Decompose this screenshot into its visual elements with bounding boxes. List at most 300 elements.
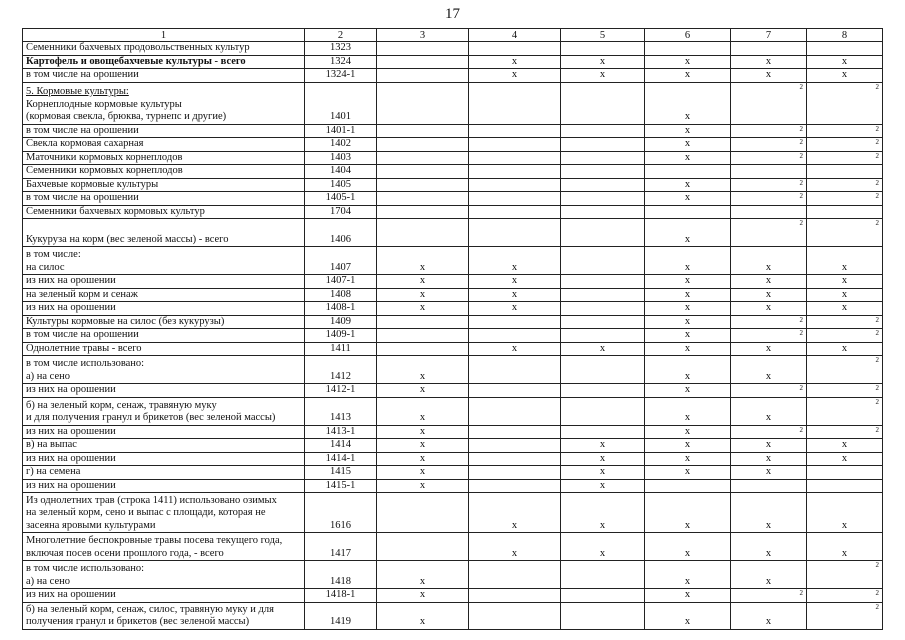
footnote-mark: 2 [875,425,879,434]
row-label-line: г) на семена [26,466,81,477]
data-cell [561,589,645,603]
footnote-mark: 2 [875,356,879,364]
row-label-line: в) на выпас [26,439,77,450]
footnote-mark: 2 [875,589,879,597]
row-label [23,288,305,302]
row-label-line: Из однолетних трав (строка 1411) использовано озимых [26,494,277,506]
cell-mark: x [684,589,691,600]
data-cell [645,561,731,589]
data-cell [561,219,645,247]
cell-mark: x [511,69,518,80]
data-cell [377,602,469,629]
data-cell [561,329,645,343]
data-cell [731,42,807,56]
row-code: 1324-1 [305,69,377,83]
cell-mark: x [684,412,691,423]
row-label-line: Кукуруза на корм (вес зеленой массы) - всего [26,233,229,245]
data-cell [469,205,561,219]
row-label [23,55,305,69]
cell-mark: x [419,466,426,477]
data-cell [561,165,645,179]
data-cell [807,178,883,192]
cell-mark: x [765,466,772,477]
data-cell [377,479,469,493]
data-cell [807,192,883,206]
row-label-line: из них на орошении [26,302,116,313]
row-label [23,356,305,384]
data-cell [731,288,807,302]
cell-mark: x [684,452,691,464]
data-cell [469,69,561,83]
footnote-mark: 2 [799,219,803,227]
data-cell [469,533,561,561]
cell-mark: x [765,370,772,382]
data-cell [469,479,561,493]
data-cell [807,247,883,275]
data-cell [377,69,469,83]
data-cell [469,493,561,533]
column-header: 5 [561,29,645,42]
data-cell [469,589,561,603]
cell-mark: x [765,261,772,273]
data-cell [807,356,883,384]
cell-mark: x [419,302,426,313]
row-label [23,165,305,179]
data-cell [377,384,469,398]
data-cell [561,479,645,493]
row-code: 1413 [305,397,377,425]
cell-mark: x [765,69,772,80]
data-cell [469,55,561,69]
data-cell [469,192,561,206]
row-label-line: Семенники кормовых корнеплодов [26,165,183,176]
data-cell [807,439,883,453]
footnote-mark: 2 [875,602,879,611]
cell-mark: x [511,302,518,313]
row-label [23,561,305,589]
data-cell [807,124,883,138]
data-cell [645,205,731,219]
table-row [23,342,883,356]
cell-mark: x [841,452,848,464]
data-cell [645,55,731,69]
data-cell [377,493,469,533]
cell-mark: x [419,412,426,423]
data-cell [807,42,883,56]
table-row [23,425,883,439]
row-label [23,479,305,493]
row-code: 1401-1 [305,124,377,138]
data-cell [645,329,731,343]
cell-mark: x [684,616,691,627]
data-cell [807,288,883,302]
row-label [23,124,305,138]
row-code: 1323 [305,42,377,56]
cell-mark: x [684,547,691,559]
row-label-line: в том числе на орошении [26,329,139,340]
row-label-line: в том числе использовано: [26,358,145,369]
data-cell [731,302,807,316]
row-label-line: и для получения гранул и брикетов (вес зеленой массы) [26,412,276,423]
row-label [23,302,305,316]
data-cell [807,493,883,533]
row-label [23,439,305,453]
data-cell [645,302,731,316]
data-cell [731,178,807,192]
row-code: 1405-1 [305,192,377,206]
cell-mark: x [684,178,691,190]
cell-mark: x [765,55,772,67]
data-cell [377,288,469,302]
row-label [23,452,305,466]
data-cell [807,533,883,561]
data-cell [807,384,883,398]
cell-mark: x [841,547,848,559]
cell-mark: x [765,275,772,286]
data-cell [645,275,731,289]
cell-mark: x [684,69,691,80]
data-cell [469,342,561,356]
cell-mark: x [765,616,772,627]
row-code: 1408 [305,288,377,302]
data-cell [731,561,807,589]
row-label [23,82,305,124]
footnote-mark: 2 [875,82,879,91]
data-cell [469,219,561,247]
data-cell [561,425,645,439]
row-label [23,425,305,439]
data-cell [645,247,731,275]
data-cell [377,589,469,603]
data-cell [561,42,645,56]
footnote-mark: 2 [799,315,803,324]
data-cell [561,356,645,384]
table-row [23,602,883,629]
row-label [23,493,305,533]
data-cell [377,452,469,466]
row-label-line: Картофель и овощебахчевые культуры - всего [26,55,246,67]
data-cell [377,275,469,289]
row-label-line: из них на орошении [26,275,116,286]
data-cell [731,138,807,152]
table-row [23,42,883,56]
data-cell [807,329,883,343]
row-code: 1401 [305,82,377,124]
row-label-line: на зеленый корм и сенаж [26,288,138,300]
data-cell [807,479,883,493]
data-cell [377,205,469,219]
row-label [23,205,305,219]
row-label-line: Однолетние травы - всего [26,342,142,354]
row-label-line: Культуры кормовые на силос (без кукурузы) [26,315,225,327]
data-cell [807,315,883,329]
row-label-line: из них на орошении [26,425,116,437]
row-label-line: Маточники кормовых корнеплодов [26,151,183,163]
data-cell [645,124,731,138]
data-cell [469,329,561,343]
data-cell [469,165,561,179]
data-cell [807,219,883,247]
cell-mark: x [765,342,772,354]
row-code: 1415 [305,466,377,480]
row-label [23,192,305,206]
data-cell [377,55,469,69]
data-cell [645,315,731,329]
row-label-line: в том числе на орошении [26,192,139,203]
row-code: 1412 [305,356,377,384]
data-cell [807,452,883,466]
cell-mark: x [599,479,606,491]
data-cell [645,151,731,165]
column-header: 4 [469,29,561,42]
row-code: 1704 [305,205,377,219]
data-cell [377,329,469,343]
data-cell [645,493,731,533]
data-cell [561,533,645,561]
data-cell [807,466,883,480]
data-cell [807,302,883,316]
cell-mark: x [684,55,691,67]
cell-mark: x [511,275,518,286]
row-code: 1415-1 [305,479,377,493]
row-code: 1402 [305,138,377,152]
data-cell [645,42,731,56]
data-cell [645,533,731,561]
row-label-line: а) на сено [26,575,71,587]
data-cell [645,288,731,302]
data-cell [731,589,807,603]
data-cell [645,192,731,206]
footnote-mark: 2 [875,151,879,160]
data-cell [377,397,469,425]
cell-mark: x [765,302,772,313]
row-label [23,315,305,329]
data-cell [645,342,731,356]
cell-mark: x [419,261,426,273]
statistics-form-table [22,28,883,630]
cell-mark: x [511,547,518,559]
footnote-mark: 2 [799,425,803,434]
cell-mark: x [684,370,691,382]
cell-mark: x [684,151,691,163]
footnote-mark: 2 [799,384,803,392]
data-cell [561,302,645,316]
row-label [23,466,305,480]
row-code: 1407 [305,247,377,275]
table-row [23,69,883,83]
footnote-mark: 2 [799,82,803,91]
footnote-mark: 2 [799,329,803,337]
footnote-mark: 2 [875,561,879,569]
table-row [23,356,883,384]
cell-mark: x [419,425,426,437]
data-cell [469,302,561,316]
data-cell [731,165,807,179]
data-cell [645,425,731,439]
data-cell [807,561,883,589]
data-cell [469,124,561,138]
cell-mark: x [684,315,691,327]
data-cell [645,439,731,453]
footnote-mark: 2 [875,124,879,133]
row-label [23,342,305,356]
row-label [23,151,305,165]
cell-mark: x [841,288,848,300]
row-label-line: из них на орошении [26,452,116,464]
data-cell [377,124,469,138]
row-label [23,384,305,398]
data-cell [807,397,883,425]
row-label [23,602,305,629]
row-label-line: из них на орошении [26,479,116,491]
data-cell [731,452,807,466]
cell-mark: x [511,288,518,300]
cell-mark: x [765,452,772,464]
data-cell [731,493,807,533]
cell-mark: x [841,275,848,286]
footnote-mark: 2 [875,315,879,324]
row-code: 1412-1 [305,384,377,398]
cell-mark: x [599,439,606,450]
row-label [23,275,305,289]
table-row [23,493,883,533]
data-cell [561,288,645,302]
data-cell [645,589,731,603]
data-cell [645,397,731,425]
data-cell [561,82,645,124]
table-row [23,302,883,316]
data-cell [469,384,561,398]
cell-mark: x [684,124,691,136]
cell-mark: x [599,547,606,559]
row-label [23,533,305,561]
row-label-line: б) на зеленый корм, сенаж, силос, травяную муку и для [26,603,274,615]
data-cell [731,425,807,439]
row-label [23,178,305,192]
row-label-line: б) на зеленый корм, сенаж, травяную муку [26,399,217,411]
data-cell [561,561,645,589]
cell-mark: x [841,519,848,531]
data-cell [561,124,645,138]
cell-mark: x [684,425,691,437]
column-header: 6 [645,29,731,42]
data-cell [807,342,883,356]
data-cell [561,439,645,453]
cell-mark: x [841,302,848,313]
cell-mark: x [684,575,691,587]
data-cell [469,561,561,589]
data-cell [561,55,645,69]
data-cell [731,356,807,384]
footnote-mark: 2 [799,589,803,597]
data-cell [645,219,731,247]
cell-mark: x [684,111,691,122]
row-label [23,219,305,247]
footnote-mark: 2 [799,192,803,200]
cell-mark: x [841,55,848,67]
data-cell [645,165,731,179]
cell-mark: x [419,288,426,300]
row-label-line: получения гранул и брикетов (вес зеленой массы) [26,616,250,627]
data-cell [807,205,883,219]
data-cell [469,602,561,629]
cell-mark: x [841,261,848,273]
cell-mark: x [765,288,772,300]
table-row [23,452,883,466]
cell-mark: x [511,55,518,67]
data-cell [561,275,645,289]
data-cell [561,493,645,533]
row-code: 1418 [305,561,377,589]
cell-mark: x [599,342,606,354]
row-label-line: в том числе на орошении [26,124,139,136]
table-row [23,192,883,206]
data-cell [731,82,807,124]
data-cell [645,466,731,480]
data-cell [561,602,645,629]
cell-mark: x [419,275,426,286]
row-label-line: из них на орошении [26,384,116,395]
data-cell [561,384,645,398]
data-cell [377,247,469,275]
table-row [23,315,883,329]
data-cell [377,342,469,356]
table-row [23,397,883,425]
footnote-mark: 2 [875,192,879,200]
table-row [23,82,883,124]
cell-mark: x [419,439,426,450]
data-cell [469,178,561,192]
data-cell [469,275,561,289]
table-row [23,178,883,192]
row-code: 1407-1 [305,275,377,289]
row-code: 1417 [305,533,377,561]
cell-mark: x [419,479,426,491]
cell-mark: x [684,302,691,313]
data-cell [561,315,645,329]
cell-mark: x [841,439,848,450]
row-code: 1406 [305,219,377,247]
row-code: 1403 [305,151,377,165]
data-cell [731,384,807,398]
row-code: 1414-1 [305,452,377,466]
cell-mark: x [684,233,691,245]
data-cell [377,466,469,480]
cell-mark: x [684,439,691,450]
data-cell [645,452,731,466]
data-cell [377,533,469,561]
data-cell [469,356,561,384]
column-number-row [23,29,883,42]
data-cell [807,138,883,152]
cell-mark: x [765,412,772,423]
cell-mark: x [419,370,426,382]
cell-mark: x [684,384,691,395]
data-cell [561,151,645,165]
table-row [23,124,883,138]
data-cell [561,452,645,466]
footnote-mark: 2 [875,138,879,146]
data-cell [561,69,645,83]
row-label-line: Семенники бахчевых кормовых культур [26,205,205,217]
data-cell [377,439,469,453]
cell-mark: x [684,329,691,340]
row-label [23,138,305,152]
cell-mark: x [599,519,606,531]
table-row [23,55,883,69]
footnote-mark: 2 [875,219,879,227]
footnote-mark: 2 [799,151,803,160]
